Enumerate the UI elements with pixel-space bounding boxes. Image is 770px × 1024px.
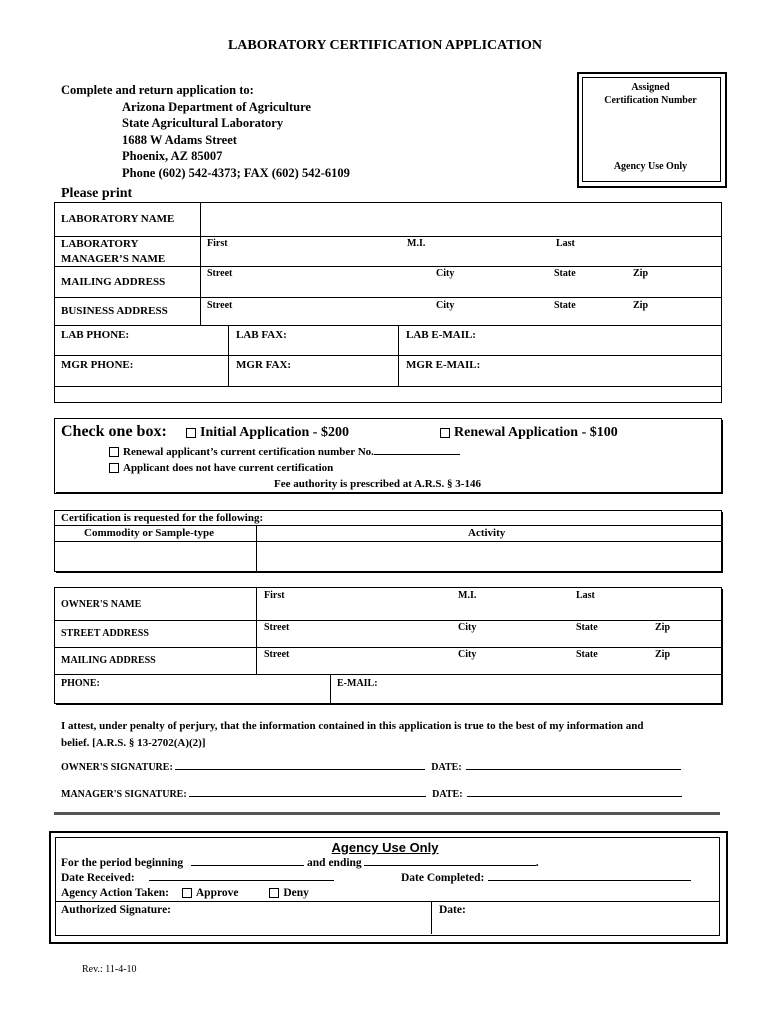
authorized-signature-field[interactable] (56, 902, 430, 933)
owner-email-field[interactable]: E-MAIL: (337, 678, 378, 689)
date-received-row: Date Received: (61, 872, 334, 884)
initial-checkbox[interactable] (186, 428, 196, 438)
section-divider (54, 812, 720, 815)
return-to-block (61, 82, 350, 181)
approve-checkbox[interactable] (182, 888, 192, 898)
renewal-checkbox[interactable] (440, 428, 450, 438)
manager-first-label: First (207, 238, 228, 249)
agency-date-field[interactable] (432, 902, 718, 933)
manager-name-label: LABORATORY MANAGER’S NAME (61, 238, 166, 265)
business-city-label: City (436, 300, 455, 311)
cert-agency-use-label: Agency Use Only (613, 161, 688, 172)
owner-last-label: Last (576, 590, 595, 601)
return-to-heading: Complete and return application to: (61, 83, 254, 97)
manager-last-label: Last (556, 238, 575, 249)
business-state-label: State (554, 300, 576, 311)
renewal-number-option[interactable]: Renewal applicant’s current certification number No. (109, 446, 460, 458)
mailing-address-field[interactable] (201, 267, 720, 297)
deny-checkbox[interactable] (269, 888, 279, 898)
check-one-box-heading: Check one box: (61, 423, 167, 440)
initial-application-option[interactable]: Initial Application - $200 (186, 425, 349, 441)
commodity-field[interactable] (55, 542, 255, 570)
owner-name-field[interactable] (257, 588, 720, 620)
owner-street-address-field[interactable] (257, 621, 720, 647)
owner-signature-row: OWNER'S SIGNATURE: DATE: (61, 762, 681, 773)
owner-state-label: State (576, 622, 598, 633)
mailing-zip-label: Zip (633, 268, 649, 279)
owner-phone-field[interactable]: PHONE: (61, 678, 100, 689)
cert-number-label: Assigned Certification Number (604, 82, 697, 106)
return-to-line: 1688 W Adams Street (122, 132, 237, 147)
no-cert-checkbox[interactable] (109, 463, 119, 473)
renewal-number-field[interactable] (374, 454, 460, 455)
owner-mailing-street-label: Street (264, 649, 290, 660)
manager-name-field[interactable] (201, 237, 720, 266)
owner-zip-label: Zip (655, 622, 671, 633)
revision-note: Rev.: 11-4-10 (82, 964, 137, 975)
lab-name-label: LABORATORY NAME (61, 213, 175, 225)
renewal-number-checkbox[interactable] (109, 447, 119, 457)
owner-street-address-label: STREET ADDRESS (61, 628, 149, 639)
business-zip-label: Zip (633, 300, 649, 311)
fee-authority-note: Fee authority is prescribed at A.R.S. § 3-146 (274, 478, 481, 490)
manager-date-field[interactable] (467, 796, 682, 797)
mgr-fax-field[interactable]: MGR FAX: (236, 359, 292, 371)
mgr-email-field[interactable]: MGR E-MAIL: (406, 359, 481, 371)
approve-option[interactable]: Approve (182, 887, 239, 899)
business-address-field[interactable] (201, 298, 720, 325)
return-to-line: Phone (602) 542-4373; FAX (602) 542-6109 (122, 165, 350, 180)
return-to-line: State Agricultural Laboratory (122, 116, 284, 130)
owner-date-field[interactable] (466, 769, 681, 770)
period-end-field[interactable] (364, 865, 536, 866)
mailing-address-label: MAILING ADDRESS (61, 276, 166, 288)
lab-phone-field[interactable]: LAB PHONE: (61, 329, 130, 341)
mailing-city-label: City (436, 268, 455, 279)
lab-email-field[interactable]: LAB E-MAIL: (406, 329, 476, 341)
commodity-header: Commodity or Sample-type (84, 527, 214, 539)
return-to-line: Arizona Department of Agriculture (122, 99, 311, 114)
owner-mailing-address-field[interactable] (257, 648, 720, 674)
deny-option[interactable]: Deny (269, 887, 309, 899)
manager-signature-row: MANAGER'S SIGNATURE: DATE: (61, 789, 682, 800)
business-street-label: Street (207, 300, 233, 311)
owner-first-label: First (264, 590, 285, 601)
period-begin-field[interactable] (191, 865, 304, 866)
business-address-label: BUSINESS ADDRESS (61, 305, 168, 317)
manager-mi-label: M.I. (407, 238, 426, 249)
agency-use-title: Agency Use Only (331, 840, 439, 855)
activity-header: Activity (468, 527, 506, 539)
owner-mailing-state-label: State (576, 649, 598, 660)
agency-date-label: Date: (439, 904, 466, 916)
renewal-application-option[interactable]: Renewal Application - $100 (440, 425, 618, 441)
owner-mi-label: M.I. (458, 590, 477, 601)
activity-field[interactable] (257, 542, 720, 570)
period-row: For the period beginning and ending . (61, 857, 539, 869)
lab-fax-field[interactable]: LAB FAX: (236, 329, 287, 341)
return-to-line: Phoenix, AZ 85007 (122, 149, 223, 163)
owner-signature-field[interactable] (175, 769, 425, 770)
certification-heading: Certification is requested for the following: (61, 512, 264, 524)
owner-mailing-city-label: City (458, 649, 477, 660)
please-print-label: Please print (61, 186, 133, 201)
mgr-phone-field[interactable]: MGR PHONE: (61, 359, 134, 371)
owner-street-label: Street (264, 622, 290, 633)
owner-mailing-address-label: MAILING ADDRESS (61, 655, 156, 666)
authorized-signature-label: Authorized Signature: (61, 904, 171, 916)
owner-city-label: City (458, 622, 477, 633)
date-completed-row: Date Completed: (401, 872, 691, 884)
lab-name-field[interactable] (201, 203, 720, 236)
date-received-field[interactable] (149, 880, 334, 881)
attestation-text: I attest, under penalty of perjury, that the information contained in this application is true to the best of my information and belief. [A.R.S. § 13-2702(A)(2)] (61, 720, 644, 749)
agency-action-row: Agency Action Taken: Approve Deny (61, 887, 309, 899)
owner-mailing-zip-label: Zip (655, 649, 671, 660)
mailing-state-label: State (554, 268, 576, 279)
manager-signature-field[interactable] (189, 796, 426, 797)
mailing-street-label: Street (207, 268, 233, 279)
owner-name-label: OWNER'S NAME (61, 599, 142, 610)
no-cert-option[interactable]: Applicant does not have current certification (109, 462, 333, 474)
form-title: LABORATORY CERTIFICATION APPLICATION (227, 38, 543, 53)
date-completed-field[interactable] (488, 880, 691, 881)
